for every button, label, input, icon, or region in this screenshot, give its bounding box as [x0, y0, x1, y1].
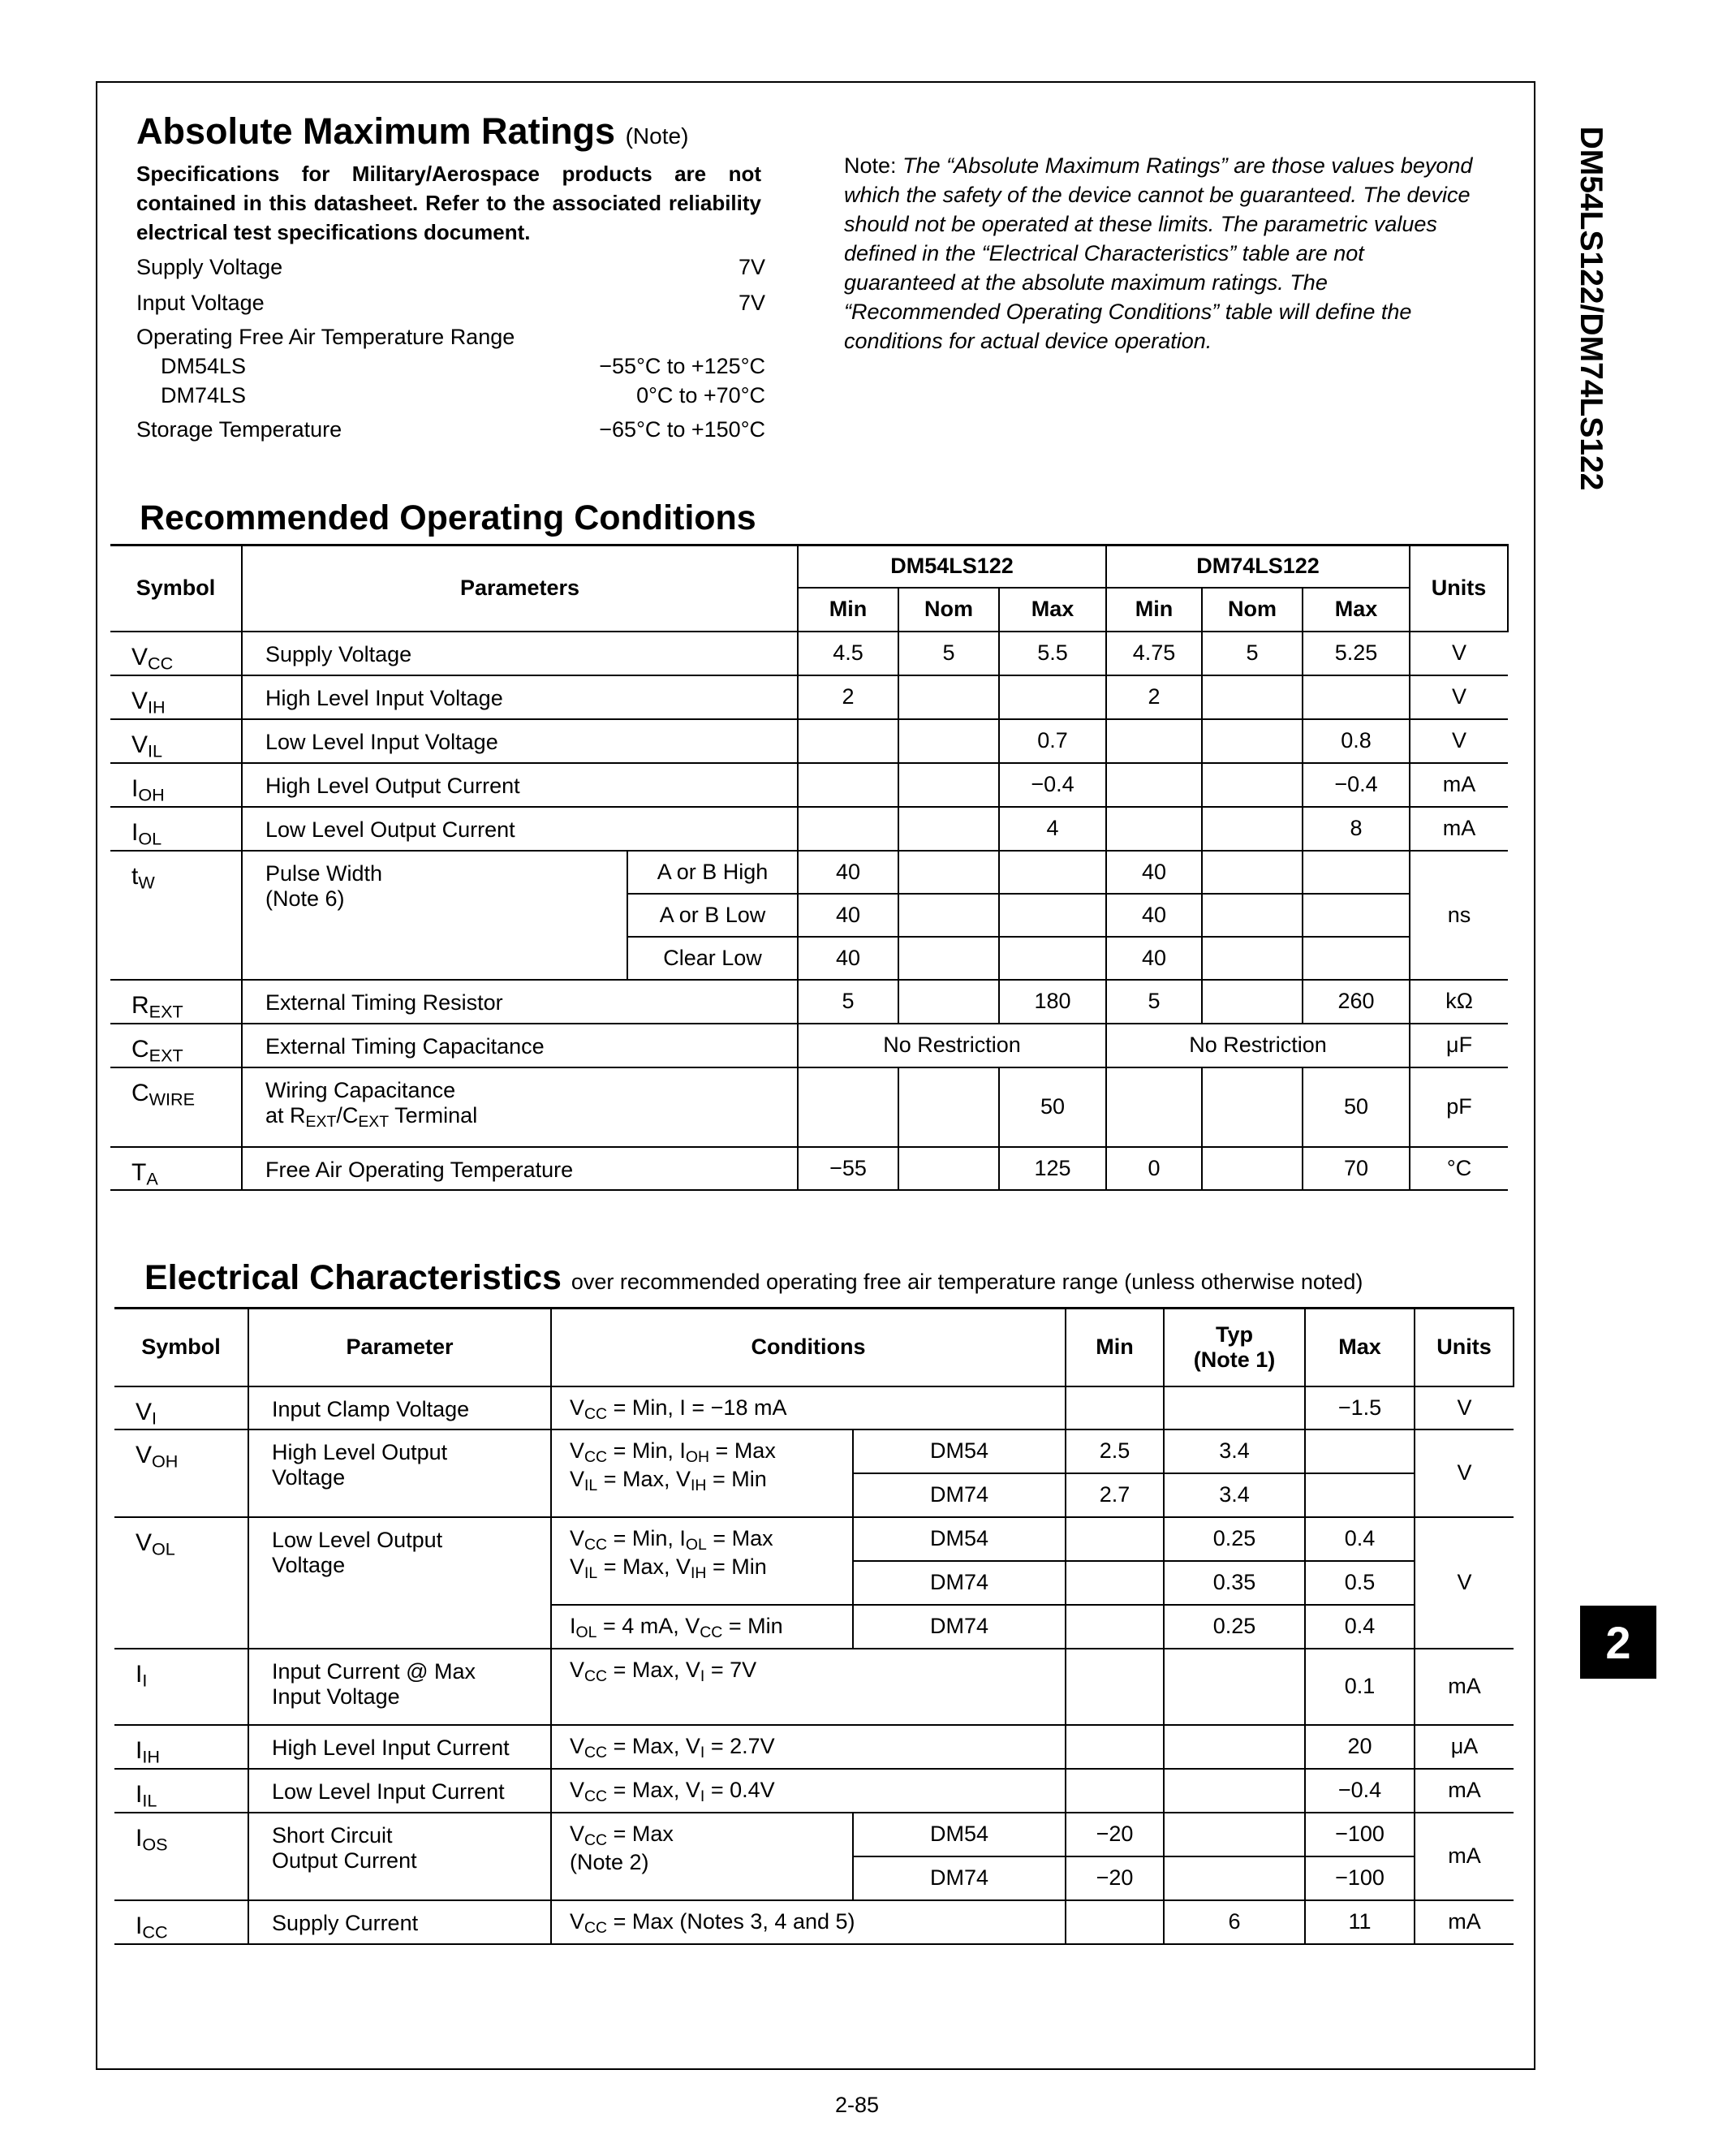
roc-title: Recommended Operating Conditions: [140, 498, 756, 537]
roc-header-parameters: Parameters: [242, 545, 798, 632]
unit-cell: mA: [1415, 1649, 1514, 1725]
ec-header-typ: Typ (Note 1): [1164, 1309, 1305, 1386]
value-cell: 40: [798, 851, 898, 894]
value-cell: [1202, 980, 1303, 1024]
value-cell: 5.5: [999, 632, 1106, 675]
device-cell: DM54: [853, 1429, 1066, 1473]
condition-cell: $V_{CC}$ = Max, $V_I = 0.4V$: [551, 1769, 1066, 1813]
roc-row-vih: [110, 675, 1508, 719]
unit-cell: μA: [1415, 1725, 1514, 1769]
value-cell: −55: [798, 1147, 898, 1190]
value-cell: −0.4: [1303, 763, 1410, 807]
temp-range-label: Operating Free Air Temperature Range: [136, 325, 515, 349]
value-cell: −0.4: [999, 763, 1106, 807]
value-cell: 40: [798, 937, 898, 980]
value-cell: [1106, 719, 1202, 763]
value-cell: −100: [1305, 1813, 1415, 1856]
unit-cell: °C: [1410, 1147, 1508, 1190]
value-cell: 0.4: [1305, 1605, 1415, 1649]
value-cell: [898, 1067, 999, 1147]
value-cell: [898, 807, 999, 851]
value-cell: 70: [1303, 1147, 1410, 1190]
param-cell: Supply Current: [248, 1900, 551, 1944]
value-cell: [1202, 675, 1303, 719]
unit-cell: V: [1410, 675, 1508, 719]
roc-header-units: Units: [1410, 545, 1508, 632]
unit-cell: mA: [1410, 807, 1508, 851]
value-cell: 3.4: [1164, 1473, 1305, 1517]
device-cell: DM74: [853, 1473, 1066, 1517]
value-cell: 5.25: [1303, 632, 1410, 675]
value-cell: 0.25: [1164, 1605, 1305, 1649]
condition-cell: $V_{CC}$ = Min, I = −18 mA: [551, 1386, 1066, 1429]
condition-cell: Clear Low: [627, 937, 798, 980]
roc-row-ioh: [110, 763, 1508, 807]
ec-row-icc: [114, 1900, 1514, 1944]
value-cell: 5: [1202, 632, 1303, 675]
ec-row-iil: [114, 1769, 1514, 1813]
supply-voltage-rating: Supply Voltage 7V: [136, 255, 765, 279]
ec-row-iih: [114, 1725, 1514, 1769]
value-cell: 5: [798, 980, 898, 1024]
value-cell: 8: [1303, 807, 1410, 851]
absolute-max-title: Absolute Maximum Ratings (Note): [136, 110, 689, 152]
symbol-cell: $V_{CC}$: [110, 632, 242, 675]
value-cell: −1.5: [1305, 1386, 1415, 1429]
ec-header-min: Min: [1066, 1309, 1164, 1386]
section-badge: 2: [1580, 1606, 1656, 1679]
symbol-cell: $R_{EXT}$: [110, 980, 242, 1024]
ec-header-units: Units: [1415, 1309, 1514, 1386]
ec-subtitle: over recommended operating free air temperature range (unless otherwise noted): [571, 1270, 1363, 1294]
symbol-cell: $I_{OL}$: [110, 807, 242, 851]
unit-cell: pF: [1410, 1067, 1508, 1147]
value-cell: [1202, 719, 1303, 763]
value-cell: 40: [1106, 894, 1202, 937]
ec-row-ios: [114, 1813, 1514, 1856]
value-cell: No Restriction: [798, 1024, 1106, 1067]
value-cell: [1303, 675, 1410, 719]
page-number: 2-85: [834, 2093, 880, 2117]
param-cell: Low Level Input Current: [248, 1769, 551, 1813]
param-cell: Input Current @ Max Input Voltage: [248, 1649, 551, 1725]
unit-cell: V: [1415, 1517, 1514, 1649]
device-cell: DM74: [853, 1605, 1066, 1649]
value-cell: 5: [1106, 980, 1202, 1024]
ec-row-vol: [114, 1517, 1514, 1561]
value-cell: [1106, 763, 1202, 807]
value-cell: [1106, 1067, 1202, 1147]
roc-row-rext: [110, 980, 1508, 1024]
condition-cell: $V_{CC}$ = Min, $I_{OH}$ = Max $V_{IL}$ = Max, $V_{IH}$ = Min: [551, 1429, 853, 1517]
value-cell: [1106, 807, 1202, 851]
roc-header-dm54: DM54LS122: [798, 545, 1106, 588]
value-cell: [898, 1147, 999, 1190]
param-cell: High Level Output Voltage: [248, 1429, 551, 1517]
input-voltage-rating: Input Voltage 7V: [136, 291, 765, 315]
roc-header-min: Min: [1106, 588, 1202, 632]
device-cell: DM74: [853, 1561, 1066, 1605]
param-cell: High Level Input Current: [248, 1725, 551, 1769]
value-cell: 2.5: [1066, 1429, 1164, 1473]
param-cell: Low Level Input Voltage: [242, 719, 798, 763]
roc-header-max: Max: [999, 588, 1106, 632]
symbol-cell: $V_I$: [114, 1386, 248, 1429]
dm54-temp-rating: DM54LS −55°C to +125°C: [161, 354, 765, 378]
roc-header-nom: Nom: [898, 588, 999, 632]
value-cell: −20: [1066, 1856, 1164, 1900]
symbol-cell: $I_{OS}$: [114, 1813, 248, 1900]
condition-cell: $I_{OL} = 4$ mA, $V_{CC}$ = Min: [551, 1605, 853, 1649]
symbol-cell: $V_{OH}$: [114, 1429, 248, 1517]
value-cell: 40: [1106, 851, 1202, 894]
ec-header-conditions: Conditions: [551, 1309, 1066, 1386]
value-cell: [798, 1067, 898, 1147]
value-cell: 2.7: [1066, 1473, 1164, 1517]
symbol-cell: $V_{OL}$: [114, 1517, 248, 1649]
param-cell: Free Air Operating Temperature: [242, 1147, 798, 1190]
unit-cell: V: [1415, 1429, 1514, 1517]
condition-cell: A or B High: [627, 851, 798, 894]
roc-row-cwire: [110, 1067, 1508, 1147]
condition-cell: A or B Low: [627, 894, 798, 937]
value-cell: [898, 980, 999, 1024]
value-cell: 5: [898, 632, 999, 675]
ec-header-max: Max: [1305, 1309, 1415, 1386]
symbol-cell: $I_I$: [114, 1649, 248, 1725]
param-cell: Supply Voltage: [242, 632, 798, 675]
value-cell: 0.35: [1164, 1561, 1305, 1605]
unit-cell: V: [1415, 1386, 1514, 1429]
value-cell: [1202, 807, 1303, 851]
symbol-cell: $C_{WIRE}$: [110, 1067, 242, 1147]
unit-cell: mA: [1415, 1900, 1514, 1944]
value-cell: 40: [798, 894, 898, 937]
symbol-cell: $I_{OH}$: [110, 763, 242, 807]
ec-row-voh: [114, 1429, 1514, 1473]
dm74-temp-rating: DM74LS 0°C to +70°C: [161, 383, 765, 407]
value-cell: 40: [1106, 937, 1202, 980]
symbol-cell: $C_{EXT}$: [110, 1024, 242, 1067]
roc-row-vil: [110, 719, 1508, 763]
param-cell: Pulse Width (Note 6): [242, 851, 627, 980]
unit-cell: mA: [1410, 763, 1508, 807]
value-cell: [1202, 1147, 1303, 1190]
unit-cell: mA: [1415, 1813, 1514, 1900]
param-cell: Short Circuit Output Current: [248, 1813, 551, 1900]
value-cell: [999, 675, 1106, 719]
value-cell: −20: [1066, 1813, 1164, 1856]
value-cell: 20: [1305, 1725, 1415, 1769]
unit-cell: μF: [1410, 1024, 1508, 1067]
value-cell: 50: [999, 1067, 1106, 1147]
value-cell: 0: [1106, 1147, 1202, 1190]
unit-cell: V: [1410, 719, 1508, 763]
param-cell: External Timing Capacitance: [242, 1024, 798, 1067]
value-cell: 0.8: [1303, 719, 1410, 763]
value-cell: 2: [1106, 675, 1202, 719]
condition-cell: $V_{CC}$ = Max (Notes 3, 4 and 5): [551, 1900, 1066, 1944]
value-cell: 11: [1305, 1900, 1415, 1944]
value-cell: 0.25: [1164, 1517, 1305, 1561]
absolute-max-title-note: (Note): [625, 123, 689, 149]
value-cell: 125: [999, 1147, 1106, 1190]
roc-row-ta: [110, 1147, 1508, 1190]
storage-temp-rating: Storage Temperature −65°C to +150°C: [136, 417, 765, 442]
unit-cell: V: [1410, 632, 1508, 675]
value-cell: 50: [1303, 1067, 1410, 1147]
value-cell: 260: [1303, 980, 1410, 1024]
roc-row-vcc: [110, 632, 1508, 675]
value-cell: −100: [1305, 1856, 1415, 1900]
roc-header-max: Max: [1303, 588, 1410, 632]
symbol-cell: $V_{IL}$: [110, 719, 242, 763]
condition-cell: $V_{CC}$ = Min, $I_{OL}$ = Max $V_{IL}$ = Max, $V_{IH}$ = Min: [551, 1517, 853, 1605]
sidebar-part-number: DM54LS122/DM74LS122: [1574, 126, 1608, 491]
condition-cell: $V_{CC}$ = Max, $V_I = 7V$: [551, 1649, 1066, 1725]
param-cell: Input Clamp Voltage: [248, 1386, 551, 1429]
value-cell: 0.4: [1305, 1517, 1415, 1561]
value-cell: [898, 763, 999, 807]
value-cell: 180: [999, 980, 1106, 1024]
symbol-cell: $V_{IH}$: [110, 675, 242, 719]
symbol-cell: $I_{CC}$: [114, 1900, 248, 1944]
value-cell: [798, 807, 898, 851]
value-cell: No Restriction: [1106, 1024, 1410, 1067]
ec-row-ii: [114, 1649, 1514, 1725]
value-cell: 4.75: [1106, 632, 1202, 675]
value-cell: [798, 719, 898, 763]
ec-title: Electrical Characteristics over recommended operating free air temperature range (unless otherwise noted): [144, 1258, 1363, 1297]
unit-cell: mA: [1415, 1769, 1514, 1813]
roc-row-iol: [110, 807, 1508, 851]
value-cell: 6: [1164, 1900, 1305, 1944]
param-cell: High Level Input Voltage: [242, 675, 798, 719]
param-cell: Low Level Output Voltage: [248, 1517, 551, 1649]
roc-row-cext: [110, 1024, 1508, 1067]
ec-row-vi: [114, 1386, 1514, 1429]
ec-table: [114, 1307, 1514, 1945]
value-cell: [798, 763, 898, 807]
symbol-cell: $T_A$: [110, 1147, 242, 1190]
unit-cell: kΩ: [1410, 980, 1508, 1024]
roc-header-symbol: Symbol: [110, 545, 242, 632]
value-cell: 4.5: [798, 632, 898, 675]
value-cell: 0.5: [1305, 1561, 1415, 1605]
roc-header-dm74: DM74LS122: [1106, 545, 1410, 588]
param-cell: High Level Output Current: [242, 763, 798, 807]
value-cell: 3.4: [1164, 1429, 1305, 1473]
roc-header-nom: Nom: [1202, 588, 1303, 632]
symbol-cell: $t_W$: [110, 851, 242, 980]
condition-cell: $V_{CC}$ = Max, $V_I = 2.7V$: [551, 1725, 1066, 1769]
value-cell: [1202, 763, 1303, 807]
condition-cell: $V_{CC}$ = Max (Note 2): [551, 1813, 853, 1900]
param-cell: Wiring Capacitance at $R_{EXT}/C_{EXT}$ Terminal: [242, 1067, 798, 1147]
param-cell: External Timing Resistor: [242, 980, 798, 1024]
ec-header-symbol: Symbol: [114, 1309, 248, 1386]
value-cell: 0.1: [1305, 1649, 1415, 1725]
device-cell: DM54: [853, 1813, 1066, 1856]
symbol-cell: $I_{IH}$: [114, 1725, 248, 1769]
value-cell: [898, 675, 999, 719]
value-cell: [898, 719, 999, 763]
value-cell: −0.4: [1305, 1769, 1415, 1813]
symbol-cell: $I_{IL}$: [114, 1769, 248, 1813]
param-cell: Low Level Output Current: [242, 807, 798, 851]
unit-cell: ns: [1410, 851, 1508, 980]
absolute-max-note: Note: The “Absolute Maximum Ratings” are those values beyond which the safety of the device cannot be guaranteed. The device should not be operated at these limits. The parametric values defined in the “Electrical Characteristics” table are not guaranteed at the absolute maximum ratings. The “Recommended Operating Conditions” table will define the conditions for actual device operation.: [844, 153, 1473, 353]
device-cell: DM74: [853, 1856, 1066, 1900]
military-notice: Specifications for Military/Aerospace products are not contained in this datasheet. Refer to the associated reliability electrical test specifications document.: [136, 162, 761, 244]
ec-header-parameter: Parameter: [248, 1309, 551, 1386]
device-cell: DM54: [853, 1517, 1066, 1561]
value-cell: 0.7: [999, 719, 1106, 763]
roc-row-tw: [110, 851, 1508, 894]
value-cell: [1202, 1067, 1303, 1147]
roc-table: [110, 544, 1509, 1191]
value-cell: 4: [999, 807, 1106, 851]
value-cell: 2: [798, 675, 898, 719]
roc-header-min: Min: [798, 588, 898, 632]
